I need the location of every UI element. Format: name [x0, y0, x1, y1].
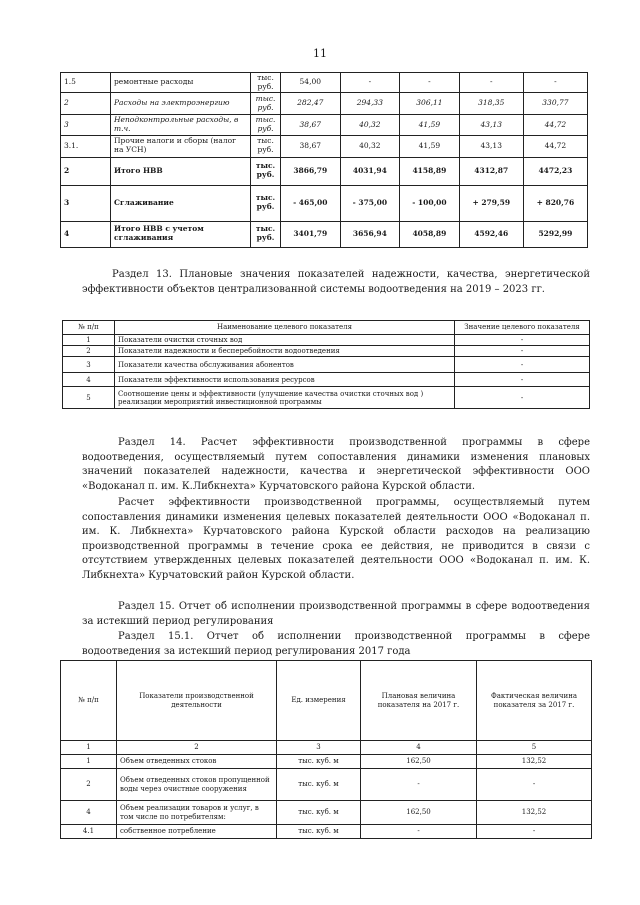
row-number: 2 [61, 93, 111, 115]
row-value: 294,33 [340, 93, 400, 115]
row-value: 41,59 [400, 135, 460, 157]
header-indicator-value: Значение целевого показателя [455, 321, 590, 335]
row-value: - 100,00 [400, 185, 460, 221]
table-row [61, 73, 588, 93]
header-num: № п/п [63, 321, 115, 335]
row-unit: тыс. куб. м [277, 825, 361, 839]
row-unit: тыс. руб. [251, 185, 281, 221]
report-header-indicator: Показатели производственной деятельности [117, 661, 277, 741]
row-number: 5 [63, 387, 115, 409]
fact-value: 132,52 [477, 801, 592, 825]
row-value: 330,77 [523, 93, 587, 115]
indicator-value: - [455, 346, 590, 357]
section-13-heading: Раздел 13. Плановые значения показателей надежности, качества, энергетической эффективности объектов централизованной системы водоотведения на 2019 – 2023 гг. [82, 269, 590, 295]
row-value: 44,72 [523, 135, 587, 157]
nvv-table [60, 72, 588, 248]
row-number: 1 [61, 755, 117, 769]
report-header-plan: Плановая величина показателя на 2017 г. [361, 661, 477, 741]
row-number: 2 [63, 346, 115, 357]
row-value: 40,32 [340, 115, 400, 135]
table-row [61, 135, 588, 157]
row-value: 41,59 [400, 115, 460, 135]
row-number: 1.5 [61, 73, 111, 93]
row-number: 2 [61, 769, 117, 801]
row-number: 4 [61, 801, 117, 825]
indicator-name: Показатели качества обслуживания абонентов [115, 357, 455, 373]
table-row [63, 373, 590, 387]
row-name: Неподконтрольные расходы, в т.ч. [111, 115, 251, 135]
indicator-value: - [455, 387, 590, 409]
row-value: 4312,87 [459, 157, 523, 185]
row-value: 43,13 [459, 135, 523, 157]
row-value: 282,47 [281, 93, 341, 115]
table-row [63, 335, 590, 346]
row-name: Прочие налоги и сборы (налог на УСН) [111, 135, 251, 157]
indicator-name: Показатели очистки сточных вод [115, 335, 455, 346]
row-number: 4 [63, 373, 115, 387]
row-unit: тыс. куб. м [277, 801, 361, 825]
row-unit: тыс. куб. м [277, 755, 361, 769]
indicator-name: Показатели эффективности использования ресурсов [115, 373, 455, 387]
fact-value: - [477, 825, 592, 839]
row-number: 3 [61, 115, 111, 135]
table-row [61, 115, 588, 135]
row-number: 4.1 [61, 825, 117, 839]
row-value: 306,11 [400, 93, 460, 115]
row-value: 5292,99 [523, 221, 587, 247]
indicator-name: собственное потребление [117, 825, 277, 839]
row-value: 4158,89 [400, 157, 460, 185]
row-number: 3 [61, 185, 111, 221]
report-colnum: 5 [477, 741, 592, 755]
row-value: + 820,76 [523, 185, 587, 221]
report-header-fact: Фактическая величина показателя за 2017 г. [477, 661, 592, 741]
indicator-name: Соотношение цены и эффективности (улучшение качества очистки сточных вод ) реализации мероприятий инвестиционной программы [115, 387, 455, 409]
row-name: Итого НВВ [111, 157, 251, 185]
page-number: 11 [313, 47, 327, 60]
fact-value: - [477, 769, 592, 801]
table-row [61, 185, 588, 221]
row-unit: тыс. руб. [251, 221, 281, 247]
section-15-heading: Раздел 15. Отчет об исполнении производственной программы в сфере водоотведения за истекший период регулирования [82, 601, 590, 627]
row-name: Сглаживание [111, 185, 251, 221]
row-value: + 279,59 [459, 185, 523, 221]
indicator-value: - [455, 335, 590, 346]
row-value: 318,35 [459, 93, 523, 115]
row-name: Итого НВВ с учетом сглаживания [111, 221, 251, 247]
row-number: 4 [61, 221, 111, 247]
report-colnum: 4 [361, 741, 477, 755]
section-14-paragraph-1: Раздел 14. Расчет эффективности производственной программы в сфере водоотведения, осуществляемый путем сопоставления динамики изменения плановых значений показателей надежности, качества и энергетической эффективности ООО «Водоканал п. им. К.Либкнехта» Курчатовского района Курской области. [82, 437, 590, 492]
table-row [61, 157, 588, 185]
row-value: 43,13 [459, 115, 523, 135]
row-unit: тыс. руб. [251, 135, 281, 157]
row-value: 4031,94 [340, 157, 400, 185]
row-unit: тыс. руб. [251, 115, 281, 135]
row-value: 4472,23 [523, 157, 587, 185]
targets-table [62, 320, 590, 409]
row-name: Расходы на электроэнергию [111, 93, 251, 115]
row-unit: тыс. куб. м [277, 769, 361, 801]
table-row [63, 357, 590, 373]
indicator-name: Объем реализации товаров и услуг, в том числе по потребителям: [117, 801, 277, 825]
row-value: 54,00 [281, 73, 341, 93]
table-row [61, 801, 592, 825]
section-14-paragraph-2: Расчет эффективности производственной программы, осуществляемый путем сопоставления динамики изменения целевых показателей деятельности ООО «Водоканал п. им. К. Либкнехта» Курчатовского района Курской области расходов на реализацию производственной программы в течение срока ее действия, не приводится в связи с отсутствием утвержденных целевых показателей деятельности ООО «Водоканал п. им. К. Либкнехта» Курчатовский район Курской области. [82, 497, 590, 581]
row-value: 3656,94 [340, 221, 400, 247]
report-colnum: 3 [277, 741, 361, 755]
row-value: - 465,00 [281, 185, 341, 221]
table-row [61, 769, 592, 801]
header-indicator-name: Наименование целевого показателя [115, 321, 455, 335]
row-value: 44,72 [523, 115, 587, 135]
fact-value: 132,52 [477, 755, 592, 769]
indicator-value: - [455, 373, 590, 387]
table-row [61, 755, 592, 769]
row-value: - 375,00 [340, 185, 400, 221]
row-unit: тыс. руб. [251, 157, 281, 185]
row-unit: тыс. руб. [251, 93, 281, 115]
row-value: 40,32 [340, 135, 400, 157]
plan-value: - [361, 825, 477, 839]
row-number: 3 [63, 357, 115, 373]
table-row [63, 387, 590, 409]
row-unit: тыс. руб. [251, 73, 281, 93]
row-value: 4592,46 [459, 221, 523, 247]
indicator-name: Показатели надежности и бесперебойности водоотведения [115, 346, 455, 357]
table-row [61, 825, 592, 839]
report-colnum: 1 [61, 741, 117, 755]
row-number: 2 [61, 157, 111, 185]
report-table [60, 660, 592, 839]
row-value: - [400, 73, 460, 93]
row-name: ремонтные расходы [111, 73, 251, 93]
report-header-num: № п/п [61, 661, 117, 741]
row-value: - [340, 73, 400, 93]
plan-value: - [361, 769, 477, 801]
row-number: 3.1. [61, 135, 111, 157]
report-header-unit: Ед. измерения [277, 661, 361, 741]
section-15-1-heading: Раздел 15.1. Отчет об исполнении производственной программы в сфере водоотведения за истекший период регулирования 2017 года [82, 631, 590, 657]
table-row [63, 346, 590, 357]
row-value: 3401,79 [281, 221, 341, 247]
row-value: - [523, 73, 587, 93]
row-value: 38,67 [281, 115, 341, 135]
report-colnum: 2 [117, 741, 277, 755]
indicator-name: Объем отведенных стоков пропущенной воды через очистные сооружения [117, 769, 277, 801]
row-value: 3866,79 [281, 157, 341, 185]
indicator-value: - [455, 357, 590, 373]
row-value: 38,67 [281, 135, 341, 157]
indicator-name: Объем отведенных стоков [117, 755, 277, 769]
row-value: 4058,89 [400, 221, 460, 247]
plan-value: 162,50 [361, 755, 477, 769]
plan-value: 162,50 [361, 801, 477, 825]
row-value: - [459, 73, 523, 93]
table-row [61, 93, 588, 115]
row-number: 1 [63, 335, 115, 346]
table-row [61, 221, 588, 247]
